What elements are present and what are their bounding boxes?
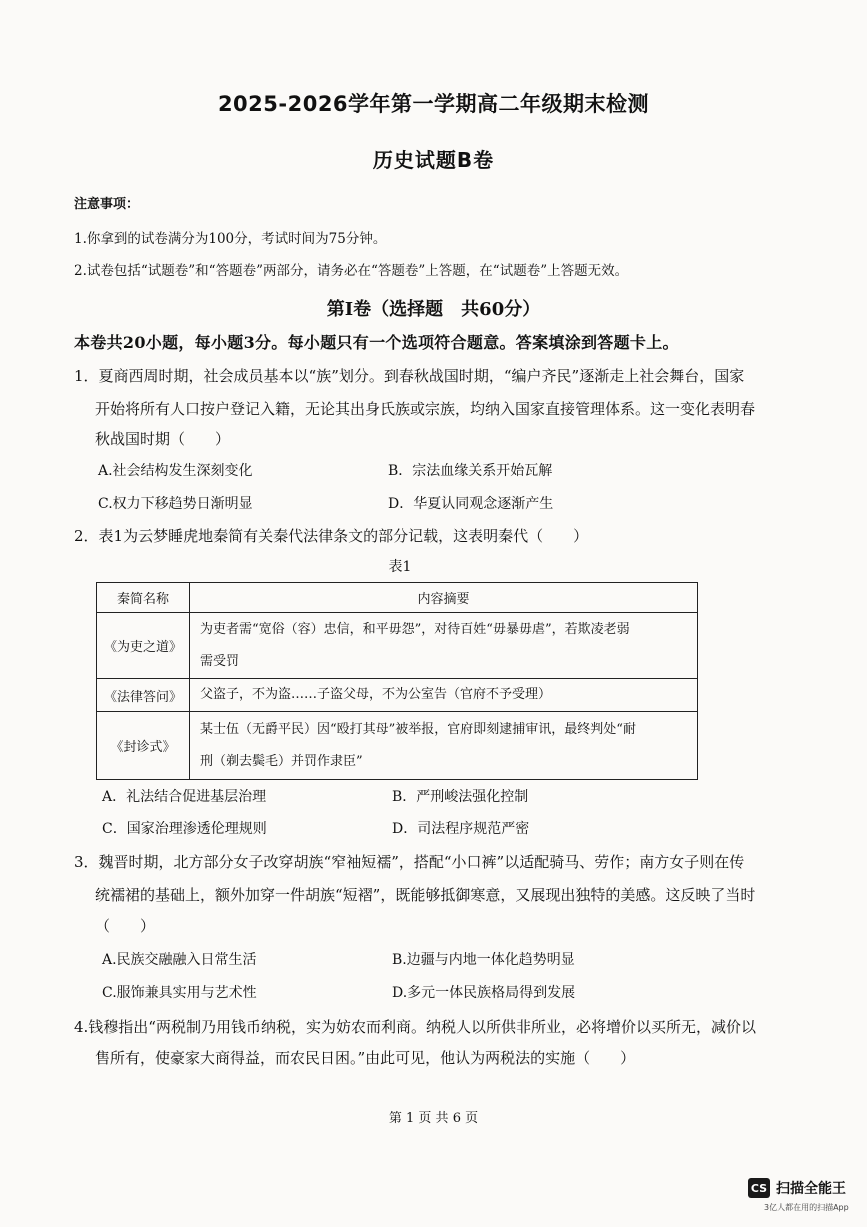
table-header-cell: 内容摘要 (190, 583, 698, 613)
table-cell-content (190, 613, 698, 679)
table-cell-name: 《为吏之道》 (97, 613, 190, 679)
section-title: 第Ⅰ卷（选择题 共60分） (326, 299, 541, 320)
question-3-option-a: A.民族交融融入日常生活 (102, 952, 257, 968)
page-number: 第 1 页 共 6 页 (388, 1111, 479, 1126)
scanner-app-name: 扫描全能王 (776, 1181, 846, 1197)
question-1-option-d: D．华夏认同观念逐渐产生 (388, 496, 554, 512)
table-cell-line: 为吏者需“宽俗（容）忠信，和平毋怨”，对待百姓“毋暴毋虐”，若欺凌老弱 (200, 621, 630, 637)
table-cell-name: 《封诊式》 (97, 712, 190, 780)
table-cell-name: 《法律答问》 (97, 679, 190, 712)
question-3-option-c: C.服饰兼具实用与艺术性 (102, 985, 257, 1001)
question-3-line: （ ） (95, 917, 156, 935)
exam-subtitle: 历史试题B卷 (372, 148, 495, 172)
table-cell-line: 需受罚 (200, 653, 240, 669)
question-1-option-b: B．宗法血缘关系开始瓦解 (388, 463, 553, 479)
section-instruction: 本卷共20小题，每小题3分。每小题只有一个选项符合题意。答案填涂到答题卡上。 (74, 333, 679, 352)
question-3-option-b: B.边疆与内地一体化趋势明显 (392, 952, 575, 968)
question-1-option-a: A.社会结构发生深刻变化 (98, 463, 253, 479)
table-row (97, 679, 698, 712)
scanner-watermark (748, 1178, 846, 1198)
table-row (97, 712, 698, 780)
note-item: 1.你拿到的试卷满分为100分，考试时间为75分钟。 (74, 231, 387, 247)
notes-heading: 注意事项： (74, 197, 140, 212)
exam-title: 2025-2026学年第一学期高二年级期末检测 (217, 92, 650, 116)
table-cell-line: 父盗子，不为盗……子盗父母，不为公室告（官府不予受理） (200, 687, 552, 702)
table-cell-line: 某士伍（无爵平民）因“殴打其母”被举报，官府即刻逮捕审讯，最终判处“耐 (200, 721, 636, 737)
question-2-option-b: B．严刑峻法强化控制 (392, 789, 529, 805)
camscanner-logo-icon: CS (748, 1178, 770, 1198)
question-2-line: 2．表1为云梦睡虎地秦简有关秦代法律条文的部分记载，这表明秦代（ ） (74, 527, 589, 545)
question-4-line: 4.钱穆指出“两税制乃用钱币纳税，实为妨农而利商。纳税人以所供非所业，必将增价以买所无，减价以 (74, 1018, 756, 1036)
question-3-line: 统襦裙的基础上，额外加穿一件胡族“短褶”，既能够抵御寒意，又展现出独特的美感。这反映了当时 (95, 886, 756, 904)
table-header-row (97, 583, 698, 613)
note-item: 2.试卷包括“试题卷”和“答题卷”两部分，请务必在“答题卷”上答题，在“试题卷”上答题无效。 (74, 263, 629, 279)
question-2-option-a: A．礼法结合促进基层治理 (102, 789, 267, 805)
scanner-tagline: 3亿人都在用的扫描App (764, 1203, 849, 1212)
question-2-option-d: D．司法程序规范严密 (392, 821, 530, 837)
question-1-line: 秋战国时期（ ） (95, 430, 231, 448)
question-1-option-c: C.权力下移趋势日渐明显 (98, 496, 253, 512)
question-3-option-d: D.多元一体民族格局得到发展 (392, 985, 576, 1001)
question-3-line: 3．魏晋时期，北方部分女子改穿胡族“窄袖短襦”，搭配“小口裤”以适配骑马、劳作；南方女子则在传 (74, 853, 745, 871)
table-cell-content (190, 712, 698, 780)
question-2-option-c: C．国家治理渗透伦理规则 (102, 821, 267, 837)
table-cell-content (190, 679, 698, 712)
qin-slips-table (96, 582, 698, 780)
question-1-line: 开始将所有人口按户登记入籍，无论其出身氏族或宗族，均纳入国家直接管理体系。这一变化表明春 (95, 400, 756, 418)
table-header-cell: 秦简名称 (97, 583, 190, 613)
table-cell-line: 刑（剃去鬓毛）并罚作隶臣” (200, 753, 363, 769)
table-row (97, 613, 698, 679)
question-4-line: 售所有，使豪家大商得益，而农民日困。”由此可见，他认为两税法的实施（ ） (95, 1049, 636, 1067)
table-caption: 表1 (388, 559, 412, 575)
question-1-line: 1．夏商西周时期，社会成员基本以“族”划分。到春秋战国时期，“编户齐民”逐渐走上社会舞台，国家 (74, 367, 745, 385)
